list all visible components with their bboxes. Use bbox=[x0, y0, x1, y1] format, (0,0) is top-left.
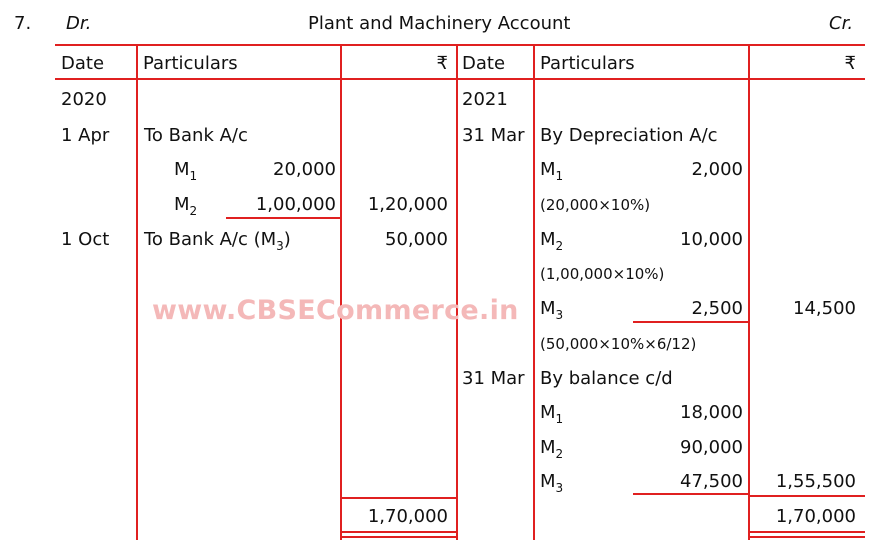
credit-bal-m2-label: $M_2$ bbox=[540, 437, 564, 461]
debit-label: Dr. bbox=[66, 13, 92, 34]
credit-bal-m3-amount: 47,500 bbox=[680, 471, 743, 492]
credit-grand-total: 1,70,000 bbox=[775, 506, 856, 527]
debit-entry2-date: 1 Oct bbox=[61, 229, 110, 250]
debit-entry2-particular: To Bank A/c $(M_3)$ bbox=[144, 229, 291, 253]
credit-label: Cr. bbox=[829, 13, 854, 34]
watermark: www.CBSECommerce.in bbox=[152, 295, 519, 326]
debit-m2-label: $M_2$ bbox=[174, 194, 198, 218]
debit-entry1-particular: To Bank A/c bbox=[144, 125, 248, 146]
credit-total-top-rule bbox=[748, 495, 865, 497]
credit-dep-m1-calc: (20,000×10%) bbox=[540, 196, 651, 214]
credit-subtotal-rule-1 bbox=[633, 321, 748, 323]
debit-subtotal-rule bbox=[226, 217, 340, 219]
debit-total-double-rule-b bbox=[340, 536, 456, 538]
debit-total-double-rule-a bbox=[340, 531, 456, 533]
debit-m2-amount: 1,00,000 bbox=[255, 194, 336, 215]
debit-total-top-rule bbox=[340, 497, 456, 499]
credit-bal-m1-label: $M_1$ bbox=[540, 402, 564, 426]
debit-entry1-total: 1,20,000 bbox=[367, 194, 448, 215]
credit-dep-m2-calc: (1,00,000×10%) bbox=[540, 265, 665, 283]
credit-subtotal-rule-2 bbox=[633, 493, 748, 495]
debit-entry1-date: 1 Apr bbox=[61, 125, 110, 146]
debit-year: 2020 bbox=[61, 89, 107, 110]
credit-date-header: Date bbox=[462, 53, 506, 74]
question-number: 7. bbox=[14, 13, 32, 34]
credit-entry1-particular: By Depreciation A/c bbox=[540, 125, 718, 146]
col-rule-2 bbox=[340, 44, 342, 540]
col-rule-3 bbox=[533, 44, 535, 540]
debit-amount-header: ₹ bbox=[436, 53, 448, 74]
debit-m1-amount: 20,000 bbox=[273, 159, 336, 180]
credit-dep-m1-label: $M_1$ bbox=[540, 159, 564, 183]
top-rule bbox=[55, 44, 865, 46]
header-rule bbox=[55, 78, 865, 80]
col-rule-4 bbox=[748, 44, 750, 540]
credit-entry2-date: 31 Mar bbox=[462, 368, 525, 389]
credit-dep-m2-label: $M_2$ bbox=[540, 229, 564, 253]
credit-total-double-rule-b bbox=[748, 536, 865, 538]
credit-entry1-date: 31 Mar bbox=[462, 125, 525, 146]
credit-dep-m3-calc: (50,000×10%×6/12) bbox=[540, 335, 697, 353]
credit-bal-m3-label: $M_3$ bbox=[540, 471, 564, 495]
debit-entry2-amount: 50,000 bbox=[385, 229, 448, 250]
credit-dep-m3-label: $M_3$ bbox=[540, 298, 564, 322]
col-rule-center bbox=[456, 44, 458, 540]
credit-amount-header: ₹ bbox=[844, 53, 856, 74]
credit-dep-m3-amount: 2,500 bbox=[691, 298, 743, 319]
credit-entry2-total: 1,55,500 bbox=[775, 471, 856, 492]
credit-bal-m2-amount: 90,000 bbox=[680, 437, 743, 458]
credit-dep-m1-amount: 2,000 bbox=[691, 159, 743, 180]
debit-particulars-header: Particulars bbox=[143, 53, 238, 74]
debit-grand-total: 1,70,000 bbox=[367, 506, 448, 527]
credit-entry2-particular: By balance c/d bbox=[540, 368, 673, 389]
col-rule-1 bbox=[136, 44, 138, 540]
debit-date-header: Date bbox=[61, 53, 105, 74]
credit-year: 2021 bbox=[462, 89, 508, 110]
debit-m1-label: $M_1$ bbox=[174, 159, 198, 183]
credit-bal-m1-amount: 18,000 bbox=[680, 402, 743, 423]
credit-particulars-header: Particulars bbox=[540, 53, 635, 74]
credit-dep-m2-amount: 10,000 bbox=[680, 229, 743, 250]
credit-total-double-rule-a bbox=[748, 531, 865, 533]
account-title: Plant and Machinery Account bbox=[308, 13, 571, 34]
credit-entry1-total: 14,500 bbox=[793, 298, 856, 319]
